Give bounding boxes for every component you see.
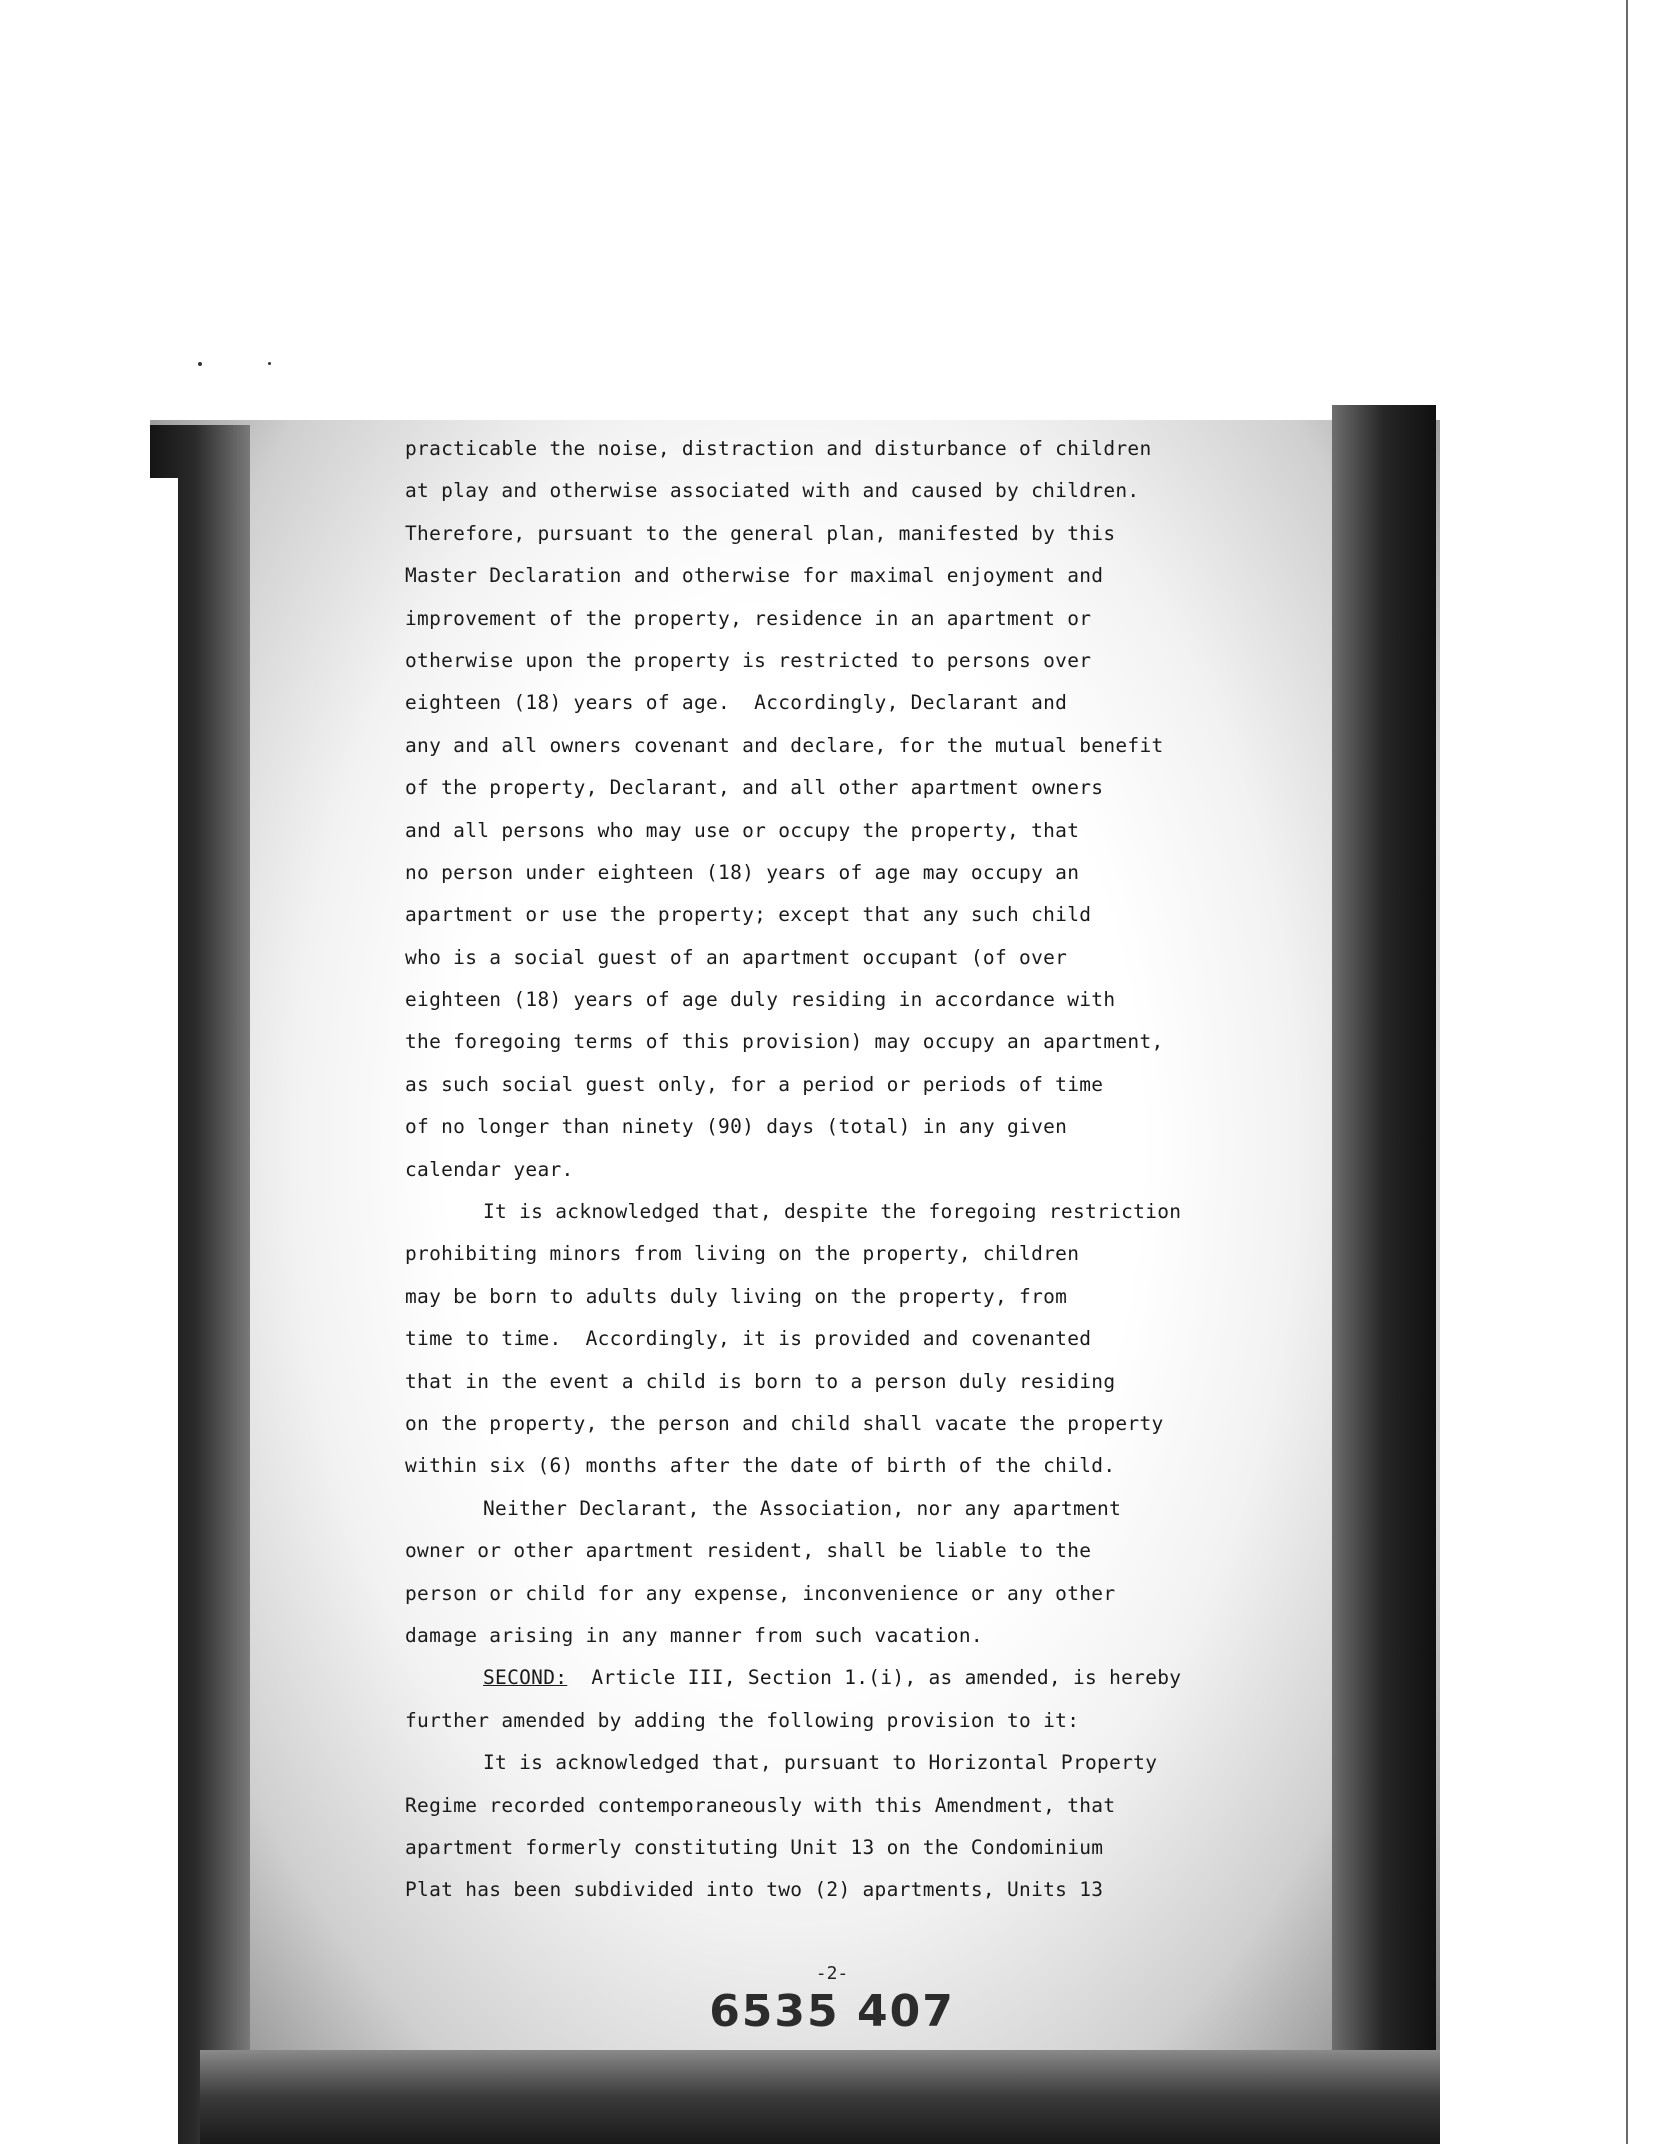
text-line: eighteen (18) years of age. Accordingly, Declarant and bbox=[405, 691, 1068, 715]
text-line: apartment or use the property; except that any such child bbox=[405, 903, 1092, 927]
text-line: prohibiting minors from living on the property, children bbox=[405, 1242, 1080, 1266]
text-line: person or child for any expense, inconvenience or any other bbox=[405, 1581, 1116, 1605]
text-line: Regime recorded contemporaneously with this Amendment, that bbox=[405, 1793, 1116, 1817]
text-span: Article III, Section 1.(i), as amended, is hereby bbox=[591, 1666, 1182, 1690]
text-line: of no longer than ninety (90) days (total) in any given bbox=[405, 1115, 1068, 1139]
text-line: Neither Declarant, the Association, nor any apartment bbox=[483, 1496, 1122, 1520]
text-line: any and all owners covenant and declare, for the mutual benefit bbox=[405, 733, 1164, 757]
text-line: at play and otherwise associated with and caused by children. bbox=[405, 479, 1140, 503]
text-line: practicable the noise, distraction and disturbance of children bbox=[405, 437, 1152, 460]
text-line: within six (6) months after the date of birth of the child. bbox=[405, 1454, 1116, 1478]
scan-shadow-bottom bbox=[200, 2050, 1440, 2144]
text-line: that in the event a child is born to a person duly residing bbox=[405, 1369, 1116, 1393]
scan-speck bbox=[198, 362, 202, 366]
text-line: the foregoing terms of this provision) may occupy an apartment, bbox=[405, 1030, 1164, 1054]
text-line-second bbox=[405, 1657, 1235, 1699]
text-line: otherwise upon the property is restricted to persons over bbox=[405, 648, 1092, 672]
text-line: Master Declaration and otherwise for maximal enjoyment and bbox=[405, 564, 1104, 588]
scan-edge-line bbox=[1626, 0, 1628, 2144]
scan-shadow-right bbox=[1332, 405, 1436, 2144]
text-line: time to time. Accordingly, it is provided and covenanted bbox=[405, 1327, 1092, 1351]
recording-stamp: 6535 407 bbox=[709, 1986, 955, 2037]
scan-edge-notch bbox=[150, 478, 178, 2144]
text-line: damage arising in any manner from such vacation. bbox=[405, 1623, 983, 1647]
page-number: -2- bbox=[815, 1963, 849, 1984]
text-line: improvement of the property, residence in an apartment or bbox=[405, 606, 1092, 630]
text-line: no person under eighteen (18) years of age may occupy an bbox=[405, 860, 1080, 884]
text-line: on the property, the person and child shall vacate the property bbox=[405, 1411, 1164, 1435]
scan-speck bbox=[268, 362, 271, 365]
text-line: who is a social guest of an apartment occupant (of over bbox=[405, 945, 1068, 969]
text-line: may be born to adults duly living on the property, from bbox=[405, 1284, 1068, 1308]
text-line: eighteen (18) years of age duly residing in accordance with bbox=[405, 988, 1116, 1012]
text-line: Plat has been subdivided into two (2) apartments, Units 13 bbox=[405, 1878, 1104, 1902]
text-line: of the property, Declarant, and all other apartment owners bbox=[405, 776, 1104, 800]
text-line: It is acknowledged that, pursuant to Horizontal Property bbox=[483, 1751, 1158, 1775]
text-line: and all persons who may use or occupy the property, that bbox=[405, 818, 1080, 842]
text-line: calendar year. bbox=[405, 1157, 574, 1181]
text-line: owner or other apartment resident, shall be liable to the bbox=[405, 1539, 1092, 1563]
text-line: It is acknowledged that, despite the foregoing restriction bbox=[483, 1200, 1182, 1224]
text-line: Therefore, pursuant to the general plan, manifested by this bbox=[405, 521, 1116, 545]
section-label: SECOND: bbox=[483, 1666, 568, 1690]
text-line: apartment formerly constituting Unit 13 on the Condominium bbox=[405, 1835, 1104, 1859]
text-line: further amended by adding the following provision to it: bbox=[405, 1708, 1080, 1732]
document-body bbox=[405, 428, 1235, 1912]
text-line: as such social guest only, for a period or periods of time bbox=[405, 1072, 1104, 1096]
